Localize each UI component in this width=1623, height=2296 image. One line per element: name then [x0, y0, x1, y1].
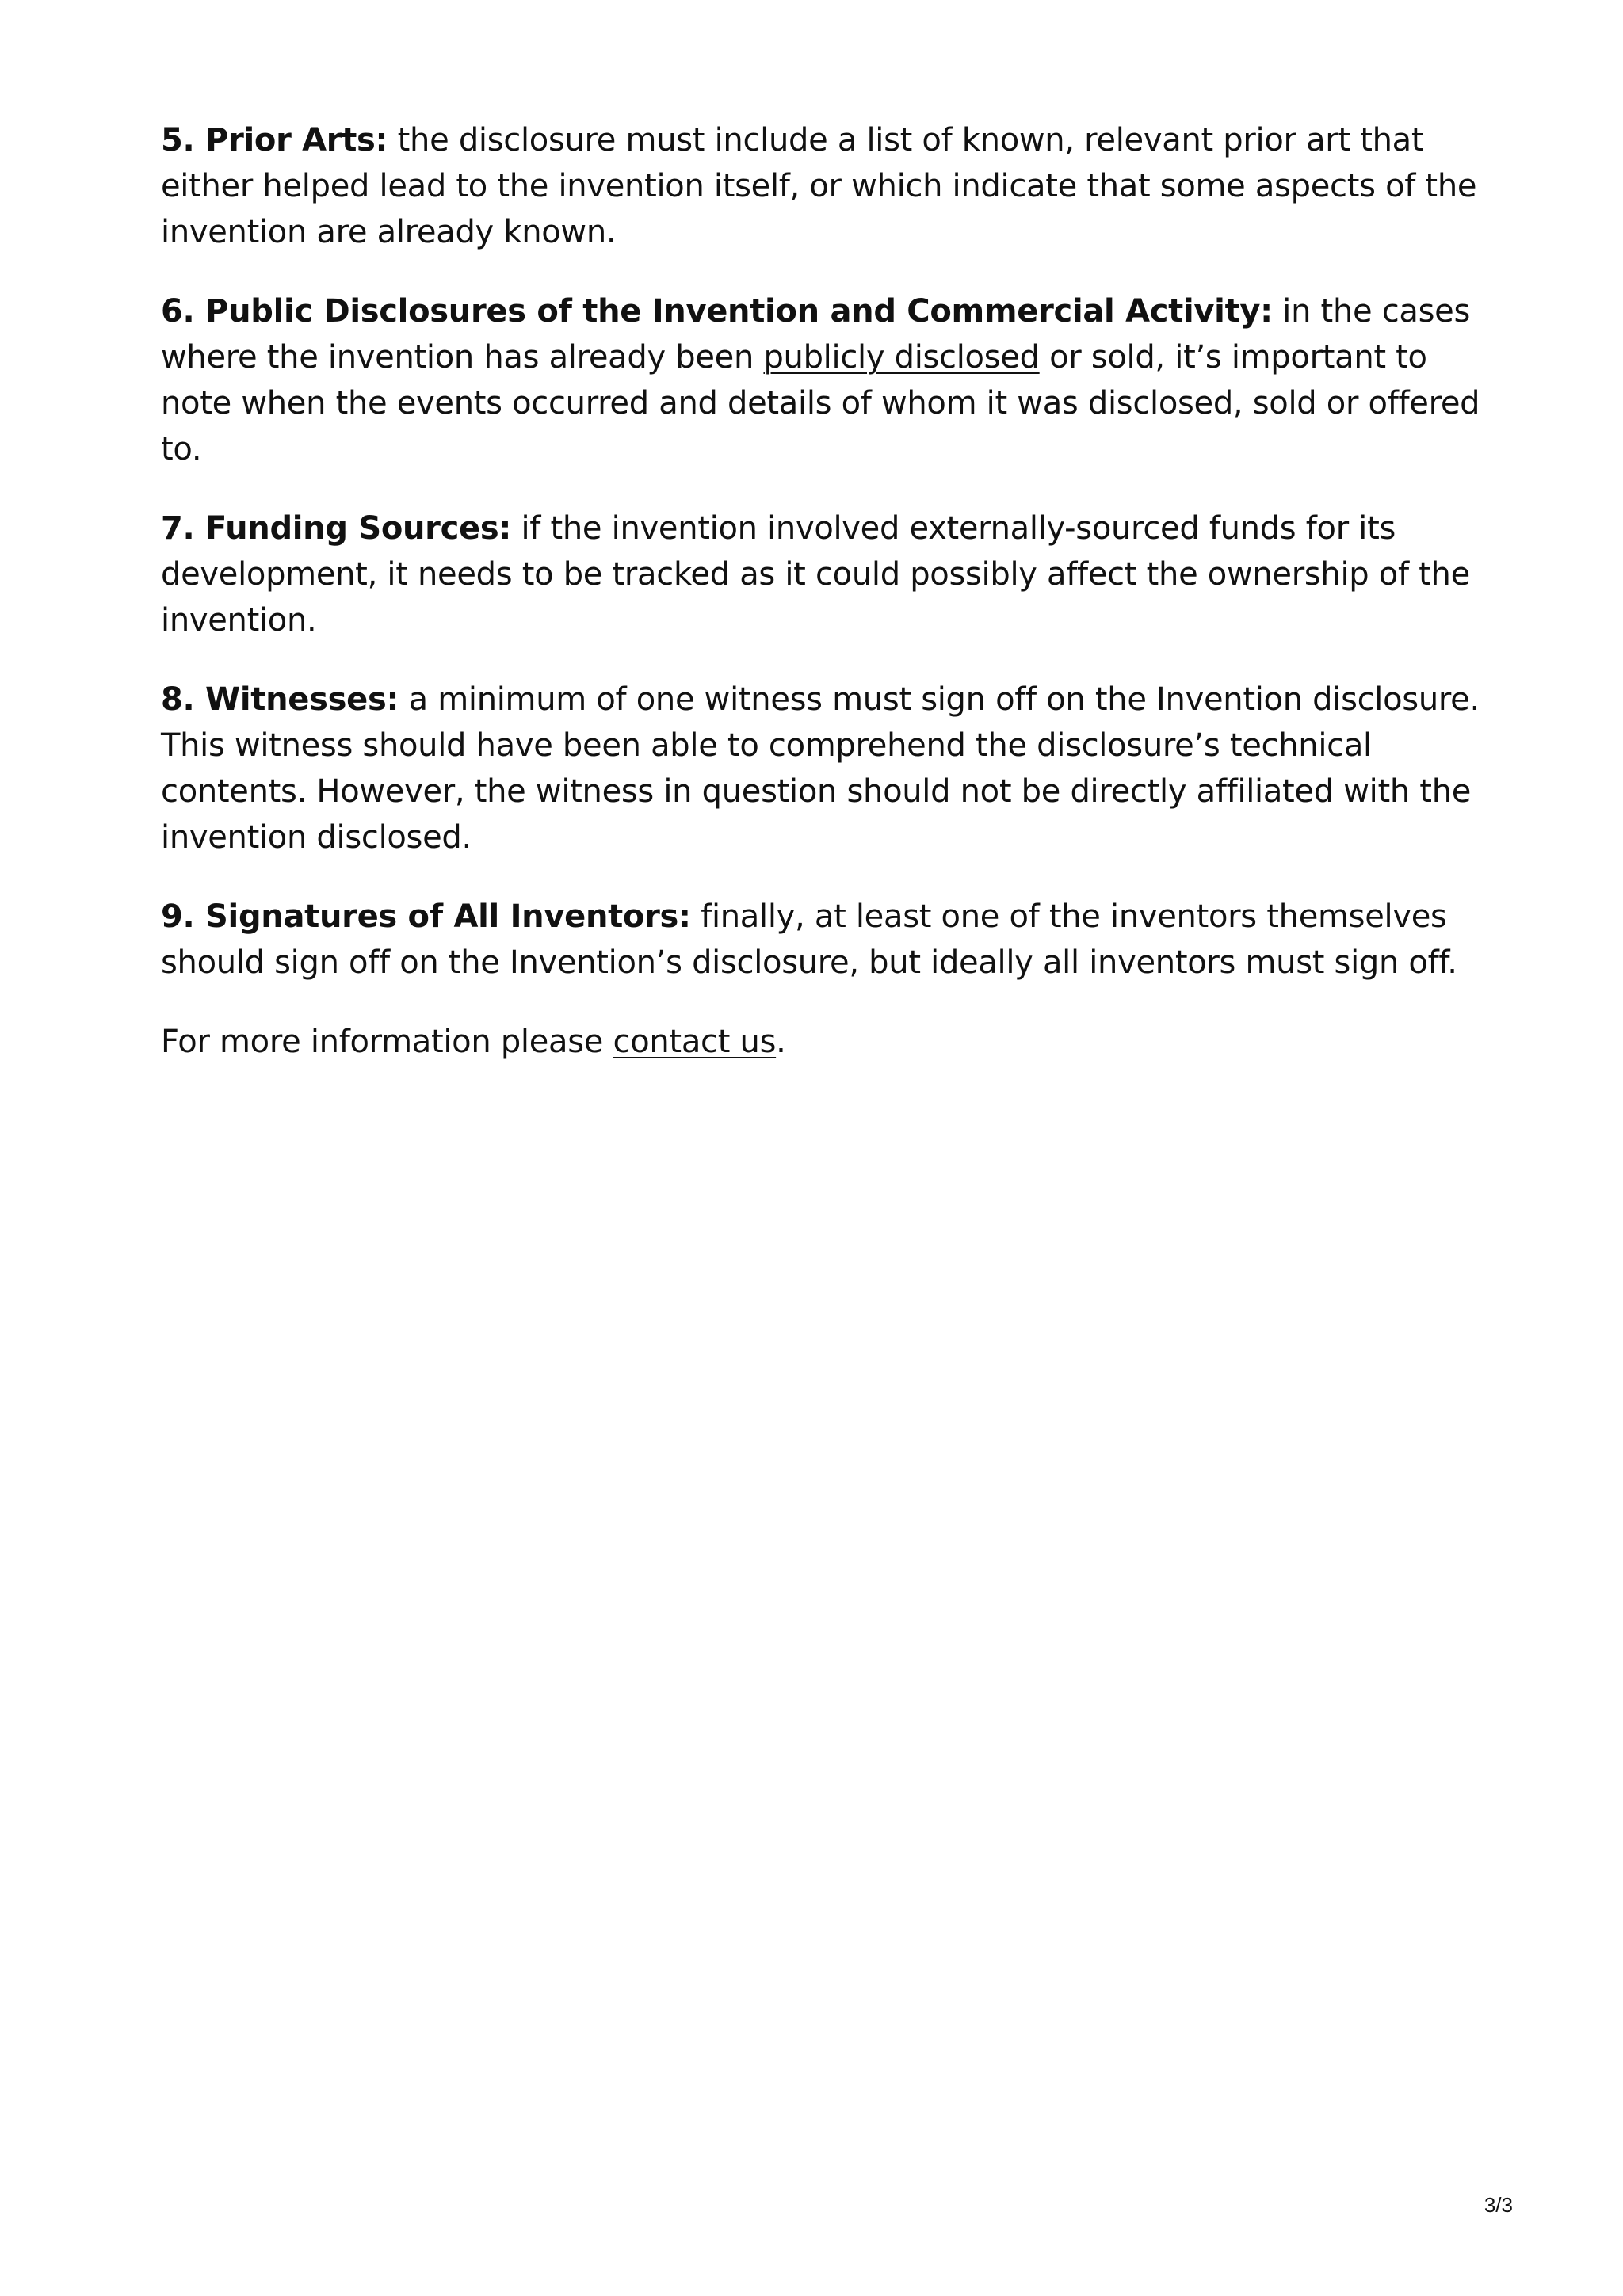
- section-public-disclosures: [161, 288, 1492, 472]
- publicly-disclosed-link[interactable]: publicly disclosed: [763, 339, 1040, 376]
- section-text: finally, at least one of the inventors themselves should sign off on the Invention’s disclosure, but ideally all inventors must sign off.: [161, 898, 1457, 981]
- page-number: 3/3: [1484, 2193, 1513, 2217]
- document-body: [161, 117, 1492, 1098]
- contact-text: For more information please: [161, 1024, 613, 1060]
- contact-us-link[interactable]: contact us: [613, 1024, 777, 1060]
- section-text: or sold, it’s important to note when the events occurred and details of whom it was disclosed, sold or offered to.: [161, 339, 1480, 467]
- section-heading: 7. Funding Sources:: [161, 510, 512, 547]
- section-text: a minimum of one witness must sign off on the Invention disclosure. This witness should have been able to comprehend the disclosure’s technical contents. However, the witness in question should not be directly affiliated with the invention disclosed.: [161, 681, 1480, 856]
- section-witnesses: [161, 677, 1492, 860]
- section-heading: 9. Signatures of All Inventors:: [161, 898, 691, 935]
- section-text: if the invention involved externally-sourced funds for its development, it needs to be tracked as it could possibly affect the ownership of the invention.: [161, 510, 1470, 639]
- contact-period: .: [776, 1024, 786, 1060]
- section-heading: 8. Witnesses:: [161, 681, 399, 718]
- section-text: the disclosure must include a list of known, relevant prior art that either helped lead to the invention itself, or which indicate that some aspects of the invention are already known.: [161, 122, 1477, 250]
- contact-line: [161, 1019, 1492, 1065]
- section-heading: 6. Public Disclosures of the Invention and Commercial Activity:: [161, 293, 1273, 330]
- section-funding-sources: [161, 505, 1492, 643]
- section-prior-arts: [161, 117, 1492, 255]
- section-heading: 5. Prior Arts:: [161, 122, 388, 158]
- section-signatures: [161, 894, 1492, 986]
- section-text: in the cases where the invention has already been: [161, 293, 1471, 376]
